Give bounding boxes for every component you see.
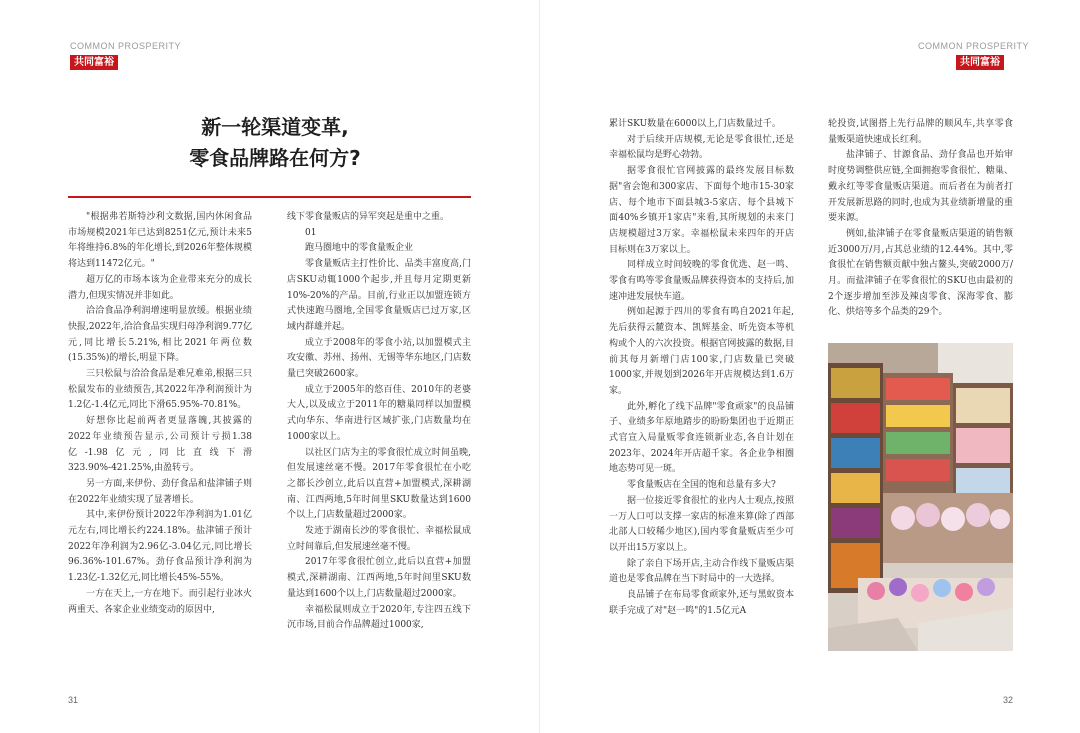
snack-store-photo bbox=[828, 343, 1013, 651]
paragraph: 一方在天上,一方在地下。而引起行业冰火两重天、各家企业业绩变动的原因中, bbox=[68, 588, 252, 615]
paragraph: 零食量贩店主打性价比、品类丰富度高,门店SKU动辄1000个起步,并且每月定期更新10%-20%的产品。目前,行业正以加盟连锁方式快速跑马圈地,全国零食量贩店已过万家,区域内群雄并起。 bbox=[287, 259, 471, 332]
paragraph: 成立于2005年的悠百佳、2010年的老婆大人,以及成立于2011年的糖巢同样以加盟模式向华东、华南进行区域扩张,门店数量均在1000家以上。 bbox=[287, 384, 471, 442]
paragraph: 累计SKU数量在6000以上,门店数量过千。 bbox=[609, 119, 781, 129]
paragraph: 其中,来伊份预计2022年净利润为1.01亿元左右,同比增长约224.18%。盐津铺子预计2022年净利润为2.96亿-3.04亿元,同比增长96.36%-101.67%。劲仔食品预计净利润为1.23亿-1.32亿元,同比增长45%-55%。 bbox=[68, 510, 252, 584]
section-number: 01 bbox=[305, 227, 317, 238]
brand-chinese-badge: 共同富裕 bbox=[956, 55, 1004, 70]
paragraph: 例如,盐津铺子在零食量贩店渠道的销售额近3000万/月,占其总业绩的12.44%。其中,零食很忙在销售额贡献中独占鳌头,突破2000万/月。而盐津铺子在零食很忙的SKU也由最初的2个逐步增加至涉及辣卤零食、深海零食、膨化、烘焙等多个品类的29个。 bbox=[828, 228, 1013, 318]
article-title-line-2: 零食品牌路在何方? bbox=[189, 146, 361, 170]
article-title-line-1: 新一轮渠道变革, bbox=[201, 115, 349, 139]
paragraph: 良品铺子在布局零食顽家外,还与黑蚁资本联手完成了对"赵一鸣"的1.5亿元A bbox=[609, 590, 794, 616]
paragraph: 洽洽食品净利润增速明显放缓。根据业绩快报,2022年,洽洽食品实现归母净利润9.77亿元,同比增长5.21%,相比2021年两位数(15.35%)的增长,明显下降。 bbox=[68, 306, 252, 364]
page-number-right: 32 bbox=[1003, 695, 1014, 705]
paragraph: 三只松鼠与洽洽食品是难兄难弟,根据三只松鼠发布的业绩预告,其2022年净利润预计为1.2亿-1.4亿元,同比下滑65.95%-70.81%。 bbox=[68, 369, 252, 411]
paragraph: 盐津铺子、甘源食品、劲仔食品也开始审时度势调整供应链,全面拥抱零食很忙、糖巢、戴永红等零食量贩店渠道。而后者在为前者打开发展新思路的同时,也成为其业绩新增量的重要来源。 bbox=[828, 150, 1013, 224]
paragraph: 另一方面,来伊份、劲仔食品和盐津铺子则在2022年业绩实现了显著增长。 bbox=[68, 478, 252, 505]
title-underline-rule bbox=[68, 196, 471, 198]
paragraph: 例如起源于四川的零食有鸣自2021年起,先后获得云麓资本、凯辉基金、昕先资本等机构或个人的六次投资。根据官网披露的数据,目前其每月新增门店100家,门店数量已突破1000家,并规划到2026年开店规模达到1.6万家。 bbox=[609, 307, 794, 396]
text-column-2 bbox=[287, 210, 471, 634]
paragraph: 据零食很忙官网披露的最终发展目标数据"省会饱和300家店、下面每个地市15-30家店、每个地市下面县城3-5家店、每个县城下面40%乡镇开1家店"来看,其所规划的未来门店规模超过3万家。幸福松鼠未来四年的开店目标则在3万家以上。 bbox=[609, 166, 794, 255]
paragraph: 发迹于湖南长沙的零食很忙、幸福松鼠成立时间靠后,但发展速丝毫不慢。 bbox=[287, 526, 471, 552]
text-column-3 bbox=[609, 117, 794, 620]
paragraph: 对于后续开店规模,无论是零食很忙,还是幸福松鼠均是野心勃勃。 bbox=[609, 134, 794, 161]
paragraph: 据一位接近零食很忙的业内人士观点,按照一万人口可以支撑一家店的标准来算(除了西部北部人口较稀少地区),国内零食量贩店至少可以开出15万家以上。 bbox=[609, 495, 794, 553]
page-number-left: 31 bbox=[68, 695, 79, 705]
brand-english-label: COMMON PROSPERITY bbox=[70, 41, 182, 51]
brand-chinese-badge: 共同富裕 bbox=[70, 55, 118, 70]
paragraph: 同样成立时间较晚的零食优选、赵一鸣、零食有鸣等零食量贩品牌获得资本的支持后,加速冲进发展快车道。 bbox=[609, 260, 794, 302]
paragraph: 轮投资,试图搭上先行品牌的顺风车,共享零食量贩渠道快速成长红利。 bbox=[828, 119, 1013, 145]
paragraph: "根据弗若斯特沙利文数据,国内休闲食品市场规模2021年已达到8251亿元,预计未来5年将维持6.8%的年化增长,到2026年整体规模将达到11472亿元。" bbox=[68, 212, 252, 270]
paragraph: 线下零食量贩店的异军突起是重中之重。 bbox=[287, 212, 450, 222]
paragraph: 成立于2008年的零食小站,以加盟模式主攻安徽、苏州、扬州、无锡等华东地区,门店数量已突破2600家。 bbox=[287, 337, 471, 380]
paragraph: 此外,孵化了线下品牌"零食顽家"的良品铺子、业绩多年原地踏步的盼盼集团也于近期正式官宣入局量贩零食连锁新业态,各自计划在2023年、2024年开店超千家。各企业争相圈地态势可见一斑。 bbox=[609, 401, 794, 475]
paragraph: 零食量贩店在全国的饱和总量有多大? bbox=[627, 480, 776, 491]
paragraph: 除了亲自下场开店,主动合作线下量贩店渠道也是零食品牌在当下时局中的一大选择。 bbox=[609, 558, 794, 585]
paragraph: 以社区门店为主的零食很忙成立时间虽晚,但发展速丝毫不慢。2017年零食很忙在小吃之都长沙创立,此后以直营+加盟模式,深耕湖南、江西两地,5年时间里SKU数量达到1600个以上,门店数量超过2000家。 bbox=[287, 447, 471, 521]
paragraph: 好想你比起前两者更显落魄,其披露的2022年业绩预告显示,公司预计亏损1.38亿-1.98亿元,同比直线下滑323.90%-421.25%,由盈转亏。 bbox=[68, 416, 252, 474]
paragraph: 幸福松鼠则成立于2020年,专注四五线下沉市场,目前合作品牌超过1000家, bbox=[287, 604, 471, 631]
section-heading: 跑马圈地中的零食量贩企业 bbox=[305, 243, 414, 254]
page-spread-divider bbox=[539, 0, 540, 733]
brand-english-label: COMMON PROSPERITY bbox=[918, 41, 1030, 51]
paragraph: 2017年零食很忙创立,此后以直营+加盟模式,深耕湖南、江西两地,5年时间里SKU数量达到1600个以上,门店数量超过2000家。 bbox=[287, 557, 471, 599]
text-column-1 bbox=[68, 210, 252, 618]
text-column-4 bbox=[828, 117, 1013, 321]
paragraph: 超万亿的市场本该为企业带来充分的成长潜力,但现实情况并非如此。 bbox=[68, 274, 252, 301]
article-title bbox=[150, 112, 400, 174]
